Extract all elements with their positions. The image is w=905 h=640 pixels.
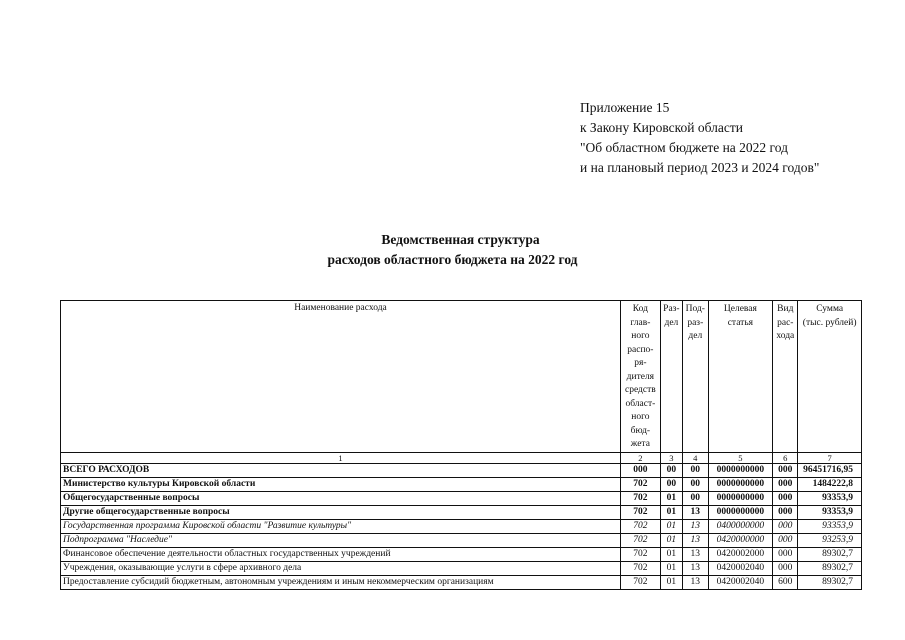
row-celevaya: 0420002040 xyxy=(708,575,773,589)
row-name: ВСЕГО РАСХОДОВ xyxy=(61,463,621,477)
row-vid: 000 xyxy=(773,477,798,491)
row-razdel: 01 xyxy=(660,519,682,533)
row-vid: 000 xyxy=(773,463,798,477)
row-podrazdel: 00 xyxy=(683,477,708,491)
appendix-line-2: к Закону Кировской области xyxy=(580,120,744,135)
row-kod: 702 xyxy=(621,561,661,575)
row-celevaya: 0000000000 xyxy=(708,491,773,505)
row-vid: 000 xyxy=(773,547,798,561)
row-celevaya: 0000000000 xyxy=(708,477,773,491)
row-kod: 702 xyxy=(621,575,661,589)
header-celevaya: Целевая статья xyxy=(708,301,773,453)
col-number: 2 xyxy=(621,452,661,463)
row-celevaya: 0420002000 xyxy=(708,547,773,561)
document-title xyxy=(0,230,905,270)
header-name xyxy=(61,301,621,453)
row-razdel: 01 xyxy=(660,505,682,519)
table-row xyxy=(61,505,862,519)
row-podrazdel: 13 xyxy=(683,519,708,533)
table-row xyxy=(61,533,862,547)
row-podrazdel: 00 xyxy=(683,463,708,477)
row-summa: 93253,9 xyxy=(798,533,862,547)
row-kod: 702 xyxy=(621,505,661,519)
row-razdel: 01 xyxy=(660,561,682,575)
row-summa: 93353,9 xyxy=(798,491,862,505)
col-number: 4 xyxy=(683,452,708,463)
row-razdel: 01 xyxy=(660,491,682,505)
row-podrazdel: 13 xyxy=(683,575,708,589)
row-kod: 702 xyxy=(621,547,661,561)
row-summa: 89302,7 xyxy=(798,561,862,575)
row-summa: 93353,9 xyxy=(798,505,862,519)
table-header-row xyxy=(61,301,862,453)
row-name: Финансовое обеспечение деятельности областных государственных учреждений xyxy=(61,547,621,561)
row-name: Подпрограмма "Наследие" xyxy=(61,533,621,547)
column-number-row xyxy=(61,452,862,463)
row-vid: 000 xyxy=(773,505,798,519)
row-summa: 1484222,8 xyxy=(798,477,862,491)
row-summa: 96451716,95 xyxy=(798,463,862,477)
row-kod: 702 xyxy=(621,533,661,547)
row-name: Государственная программа Кировской области "Развитие культуры" xyxy=(61,519,621,533)
table-row xyxy=(61,561,862,575)
row-summa: 89302,7 xyxy=(798,547,862,561)
title-line-2: расходов областного бюджета на 2022 год xyxy=(327,252,578,267)
row-razdel: 01 xyxy=(660,575,682,589)
header-vid: Вид рас- хода xyxy=(773,301,798,453)
row-summa: 93353,9 xyxy=(798,519,862,533)
row-kod: 702 xyxy=(621,477,661,491)
row-kod: 702 xyxy=(621,519,661,533)
appendix-note xyxy=(580,98,819,178)
table-row xyxy=(61,575,862,589)
row-podrazdel: 13 xyxy=(683,505,708,519)
row-name: Общегосударственные вопросы xyxy=(61,491,621,505)
row-celevaya: 0420002040 xyxy=(708,561,773,575)
col-number: 7 xyxy=(798,452,862,463)
row-celevaya: 0400000000 xyxy=(708,519,773,533)
row-celevaya: 0420000000 xyxy=(708,533,773,547)
row-summa: 89302,7 xyxy=(798,575,862,589)
row-celevaya: 0000000000 xyxy=(708,463,773,477)
row-podrazdel: 00 xyxy=(683,491,708,505)
header-name-text: Наименование расхода xyxy=(294,303,387,313)
row-name: Учреждения, оказывающие услуги в сфере архивного дела xyxy=(61,561,621,575)
appendix-line-4: и на плановый период 2023 и 2024 годов" xyxy=(580,160,820,175)
row-kod: 000 xyxy=(621,463,661,477)
row-razdel: 00 xyxy=(660,477,682,491)
header-razdel: Раз- дел xyxy=(660,301,682,453)
table-row xyxy=(61,477,862,491)
appendix-line-3: "Об областном бюджете на 2022 год xyxy=(580,140,788,155)
col-number: 5 xyxy=(708,452,773,463)
row-podrazdel: 13 xyxy=(683,533,708,547)
row-podrazdel: 13 xyxy=(683,561,708,575)
row-razdel: 01 xyxy=(660,547,682,561)
table-row xyxy=(61,491,862,505)
row-name: Предоставление субсидий бюджетным, автономным учреждениям и иным некоммерческим организациям xyxy=(61,575,621,589)
col-number: 3 xyxy=(660,452,682,463)
row-vid: 600 xyxy=(773,575,798,589)
budget-table xyxy=(60,300,862,590)
header-summa: Сумма (тыс. рублей) xyxy=(798,301,862,453)
row-podrazdel: 13 xyxy=(683,547,708,561)
table-row xyxy=(61,463,862,477)
row-name: Другие общегосударственные вопросы xyxy=(61,505,621,519)
row-vid: 000 xyxy=(773,519,798,533)
col-number: 6 xyxy=(773,452,798,463)
row-celevaya: 0000000000 xyxy=(708,505,773,519)
row-vid: 000 xyxy=(773,491,798,505)
row-kod: 702 xyxy=(621,491,661,505)
col-number: 1 xyxy=(61,452,621,463)
row-vid: 000 xyxy=(773,533,798,547)
header-podrazdel: Под- раз- дел xyxy=(683,301,708,453)
title-line-1: Ведомственная структура xyxy=(381,232,540,247)
table-row xyxy=(61,519,862,533)
row-razdel: 00 xyxy=(660,463,682,477)
header-kod: Код глав- ного распо- ря- дителя средств област- ного бюд- жета xyxy=(621,301,661,453)
row-name: Министерство культуры Кировской области xyxy=(61,477,621,491)
appendix-line-1: Приложение 15 xyxy=(580,100,670,115)
row-razdel: 01 xyxy=(660,533,682,547)
row-vid: 000 xyxy=(773,561,798,575)
table-row xyxy=(61,547,862,561)
